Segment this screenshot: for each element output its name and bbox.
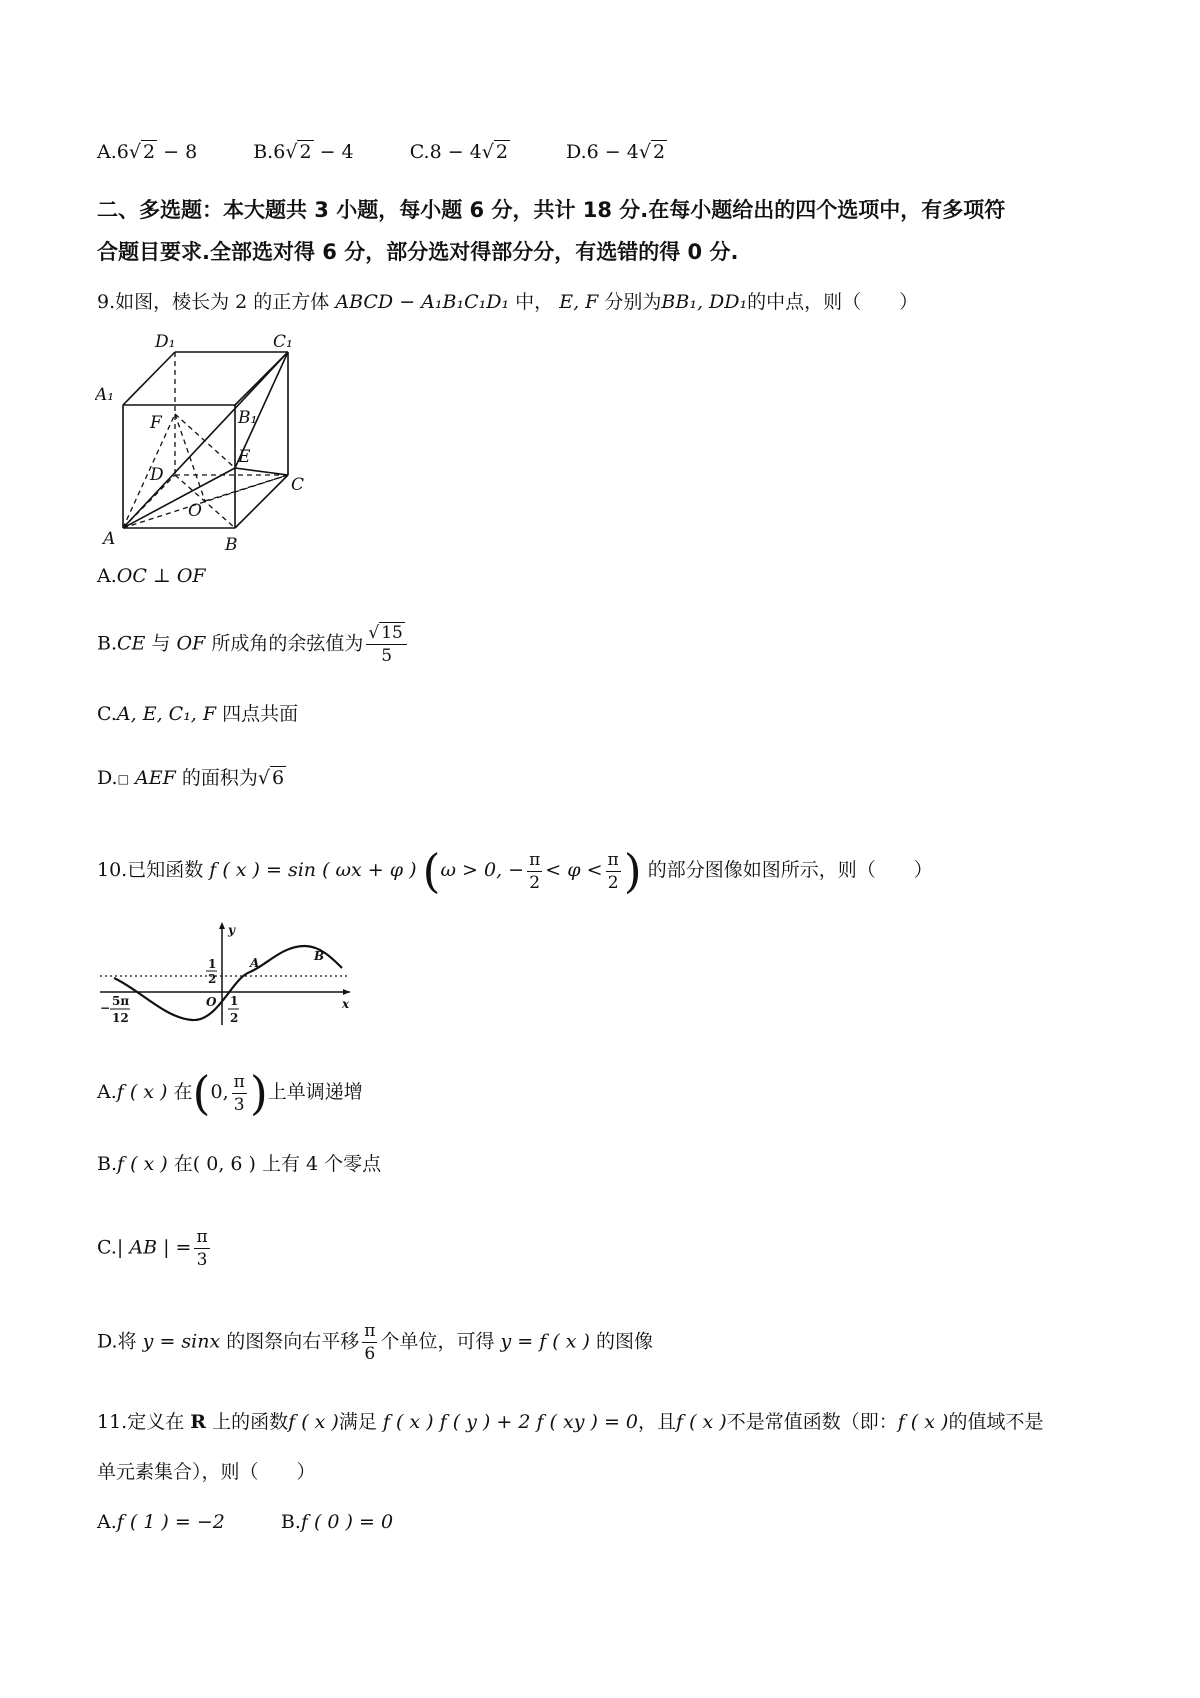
q8-options bbox=[97, 138, 717, 166]
q11-option-b: B.f ( 0 ) = 0 bbox=[280, 1511, 394, 1533]
cube-figure bbox=[95, 330, 335, 560]
label-C1: C₁ bbox=[273, 332, 293, 352]
q11-options bbox=[97, 1508, 443, 1536]
q10-option-c: C.| AB | = $\frac{\pi}{3}$ bbox=[97, 1227, 208, 1270]
graph-x-label: x bbox=[342, 997, 350, 1011]
q11-stem-line1: 11.定义在 R 上的函数f ( x )满足 f ( x ) f ( y ) + 2 f ( xy ) = 0，且f ( x )不是常值函数（即：f ( x )的值域不是 bbox=[97, 1411, 1044, 1433]
graph-5pi-num: 5π bbox=[112, 994, 130, 1008]
q9-option-b: B.CE 与 OF 所成角的余弦值为 $\frac{√ 15}{5}$ bbox=[97, 622, 410, 667]
label-O: O bbox=[188, 501, 202, 521]
label-A: A bbox=[103, 529, 116, 549]
graph-O-label: O bbox=[206, 995, 217, 1009]
label-E: E bbox=[238, 447, 251, 467]
graph-B-label: B bbox=[314, 949, 325, 963]
graph-half-num: 1 bbox=[208, 957, 217, 971]
section-header-line2: 合题目要求.全部选对得 6 分，部分选对得部分分，有选错的得 0 分. bbox=[97, 240, 739, 264]
q10-stem: 10.已知函数 f ( x ) = sin ( ωx + φ ) (ω > 0, − $\frac{\pi}{2}$ < φ < $\frac{\pi}{2}$ ) 的部分图像如图所示，则（ ） bbox=[97, 844, 933, 898]
q11-option-a: A.f ( 1 ) = −2 bbox=[97, 1511, 225, 1533]
section-header-line1: 二、多选题：本大题共 3 小题，每小题 6 分，共计 18 分.在每小题给出的四个选项中，有多项符 bbox=[97, 198, 1006, 222]
q9-option-c: C.A, E, C₁, F 四点共面 bbox=[97, 703, 299, 725]
q9-option-a: A.OC ⊥ OF bbox=[97, 565, 206, 587]
q10-option-d: D.将 y = sinx 的图祭向右平移 $\frac{\pi}{6}$ 个单位，可得 y = f ( x ) 的图像 bbox=[97, 1321, 653, 1364]
graph-minus: − bbox=[100, 1001, 111, 1015]
label-B: B bbox=[225, 535, 238, 555]
q8-option-d: D.6 − 4√ 2 bbox=[566, 141, 666, 163]
graph-y-label: y bbox=[228, 923, 235, 937]
graph-5pi-den: 12 bbox=[112, 1011, 129, 1025]
q8-option-b: B.6√ 2 − 4 bbox=[253, 141, 354, 163]
q10-option-a: A.f ( x ) 在(0, $\frac{\pi}{3}$ )上单调递增 bbox=[97, 1066, 363, 1120]
graph-A-label: A bbox=[250, 956, 260, 970]
q10-option-b: B.f ( x ) 在( 0, 6 ) 上有 4 个零点 bbox=[97, 1153, 382, 1175]
graph-half-den: 2 bbox=[208, 972, 217, 986]
q8-option-a: A.6√ 2 − 8 bbox=[97, 141, 198, 163]
label-B1: B₁ bbox=[238, 408, 258, 428]
q8-option-c: C.8 − 4√ 2 bbox=[409, 141, 508, 163]
label-A1: A₁ bbox=[95, 385, 115, 405]
label-C: C bbox=[291, 475, 305, 495]
label-D1: D₁ bbox=[155, 332, 176, 352]
label-D: D bbox=[150, 465, 164, 485]
q9-stem: 9.如图，棱长为 2 的正方体 ABCD − A₁B₁C₁D₁ 中， E, F 分别为BB₁, DD₁的中点，则（ ） bbox=[97, 291, 919, 313]
sine-graph bbox=[100, 920, 360, 1030]
q11-stem-line2: 单元素集合），则（ ） bbox=[97, 1461, 316, 1483]
graph-xhalf-den: 2 bbox=[230, 1011, 239, 1025]
label-F: F bbox=[150, 413, 162, 433]
q9-option-d: D.□ AEF 的面积为√ 6 bbox=[97, 767, 285, 789]
graph-xhalf-num: 1 bbox=[230, 994, 239, 1008]
